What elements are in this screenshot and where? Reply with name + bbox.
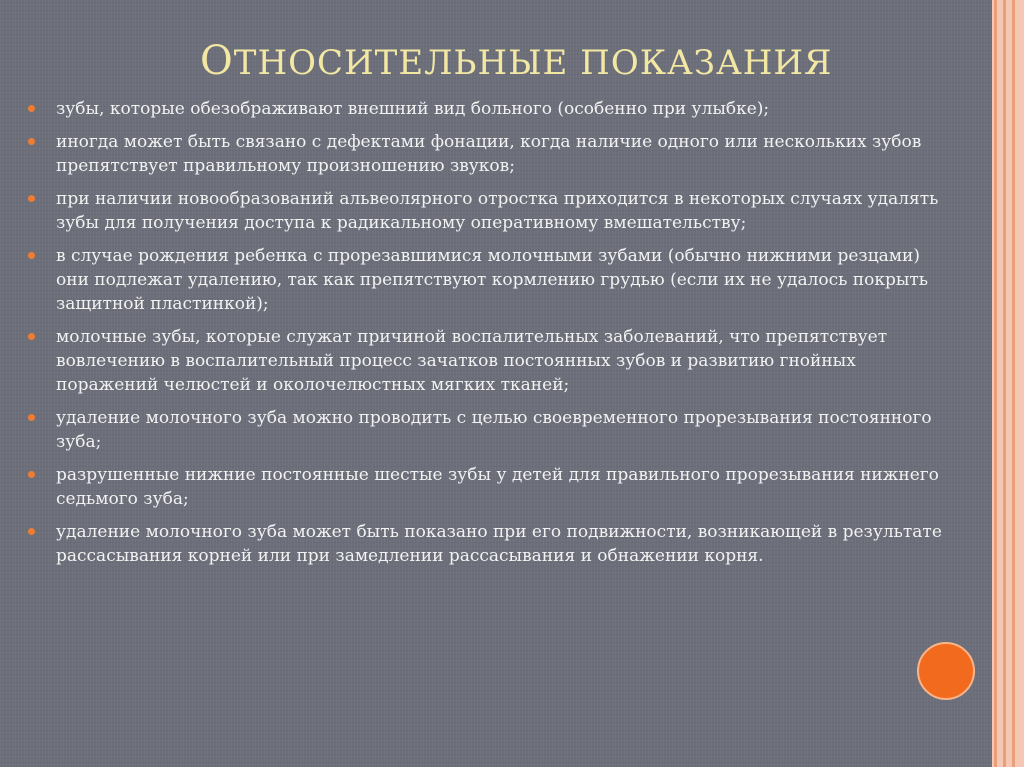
bullet-dot-icon <box>28 471 35 478</box>
bullet-item <box>26 463 956 511</box>
right-border-stripes <box>992 0 1024 767</box>
bullet-item <box>26 97 956 121</box>
bullet-item <box>26 520 956 568</box>
bullet-item <box>26 187 956 235</box>
orange-circle-decoration <box>917 642 975 700</box>
bullet-dot-icon <box>28 414 35 421</box>
bullet-item <box>26 406 956 454</box>
border-stripe <box>1012 0 1015 767</box>
border-stripe <box>994 0 997 767</box>
bullet-dot-icon <box>28 528 35 535</box>
bullet-list <box>26 97 956 577</box>
bullet-dot-icon <box>28 195 35 202</box>
bullet-text: при наличии новообразований альвеолярного отростка приходится в некоторых случаях удалять зубы для получения доступа к радикальному оперативному вмешательству; <box>56 189 939 233</box>
bullet-text: молочные зубы, которые служат причиной воспалительных заболеваний, что препятствует вовлечению в воспалительный процесс зачатков постоянных зубов и развитию гнойных поражений челюстей и околочелюстных мягких тканей; <box>56 327 888 395</box>
border-stripe <box>1003 0 1006 767</box>
bullet-dot-icon <box>28 138 35 145</box>
bullet-text: удаление молочного зуба можно проводить с целью своевременного прорезывания постоянного зуба; <box>56 408 932 452</box>
slide-title-initial: О <box>200 38 234 84</box>
bullet-text: разрушенные нижние постоянные шестые зубы у детей для правильного прорезывания нижнего седьмого зуба; <box>56 465 939 509</box>
bullet-item <box>26 244 956 316</box>
bullet-text: зубы, которые обезображивают внешний вид больного (особенно при улыбке); <box>56 99 770 119</box>
bullet-dot-icon <box>28 252 35 259</box>
bullet-text: в случае рождения ребенка с прорезавшимися молочными зубами (обычно нижними резцами) они подлежат удалению, так как препятствуют кормлению грудью (если их не удалось покрыть защитной пластинкой); <box>56 246 929 314</box>
slide-title-rest: ТНОСИТЕЛЬНЫЕ ПОКАЗАНИЯ <box>233 43 833 83</box>
slide-title <box>200 38 832 84</box>
bullet-text: иногда может быть связано с дефектами фонации, когда наличие одного или нескольких зубов препятствует правильному произношению звуков; <box>56 132 922 176</box>
bullet-dot-icon <box>28 333 35 340</box>
bullet-dot-icon <box>28 105 35 112</box>
bullet-item <box>26 130 956 178</box>
bullet-item <box>26 325 956 397</box>
bullet-text: удаление молочного зуба может быть показано при его подвижности, возникающей в результате рассасывания корней или при замедлении рассасывания и обнажении корня. <box>56 522 942 566</box>
